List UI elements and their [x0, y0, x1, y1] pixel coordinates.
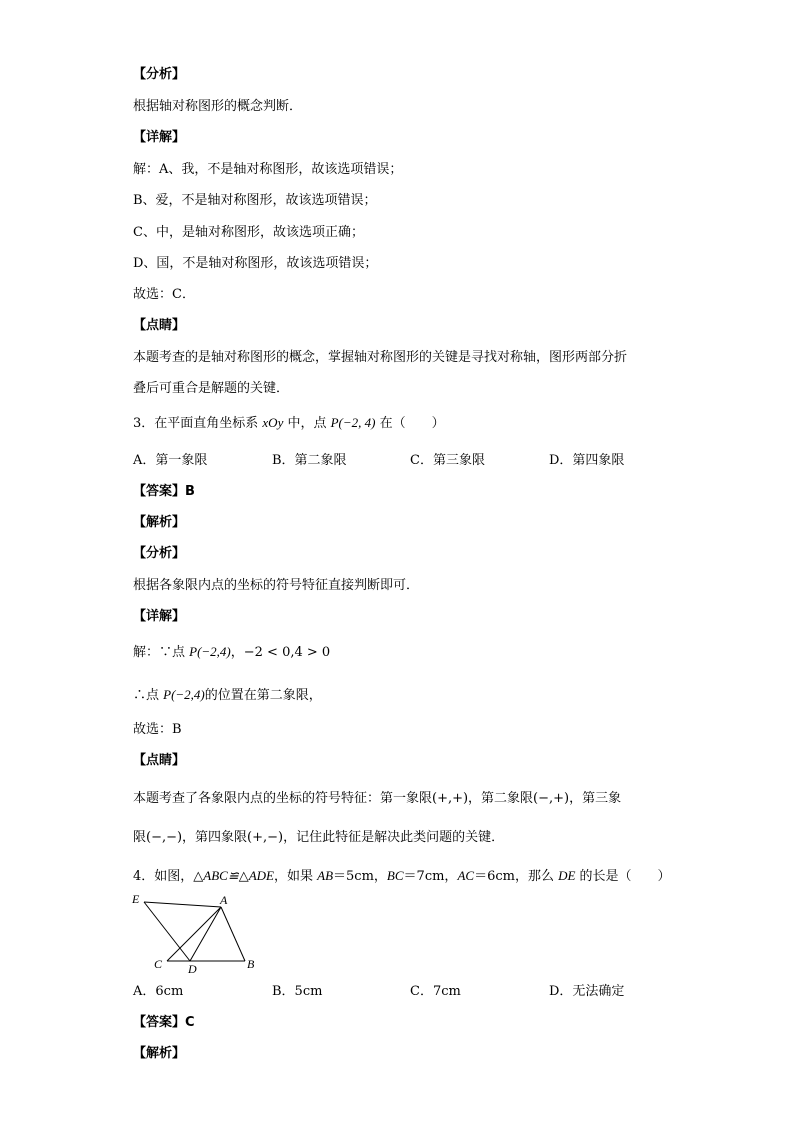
q3-solution-heading: 【解析】: [133, 515, 186, 530]
q4-segment: DE: [558, 868, 576, 883]
q3-detail-point: P(−2,4): [163, 687, 205, 702]
q3-answer: 【答案】B: [133, 484, 195, 499]
q4-congruence: △ABC≌△ADE: [193, 868, 274, 883]
label-c: C: [154, 957, 163, 971]
q4-figure: [128, 890, 268, 976]
q2-analysis-text: 根据轴对称图形的概念判断．: [133, 99, 303, 114]
label-d: D: [188, 962, 197, 976]
q3-coord-system: xOy: [262, 415, 284, 430]
q3-detail-text: 解：∵点: [133, 645, 190, 660]
segment-ab: [221, 907, 245, 961]
segment-ac: [167, 907, 221, 961]
q3-analysis-text: 根据各象限内点的坐标的符号特征直接判断即可．: [133, 578, 420, 593]
q3-stem-text: 在（ ）: [375, 416, 445, 431]
q3-detail-line-1: [133, 643, 330, 662]
segment-ed: [144, 902, 190, 961]
q3-stem: [133, 414, 445, 433]
q3-stem-text: 3．在平面直角坐标系: [133, 416, 263, 431]
q4-option-c: C．7cm: [410, 984, 461, 999]
q2-detail-line: 解：A、我，不是轴对称图形，故该选项错误；: [133, 162, 403, 177]
q4-segment: BC: [386, 868, 404, 883]
q2-detail-line: 故选：C．: [133, 287, 195, 302]
q3-option-b: B．第二象限: [272, 453, 347, 468]
segment-ea: [144, 902, 221, 907]
q3-comment-heading: 【点睛】: [133, 753, 186, 768]
q3-analysis-heading: 【分析】: [133, 546, 186, 561]
q2-detail-line: B、爱，不是轴对称图形，故该选项错误；: [133, 193, 377, 208]
q4-stem: [133, 867, 671, 886]
q3-detail-heading: 【详解】: [133, 609, 186, 624]
q2-comment-heading: 【点睛】: [133, 318, 186, 333]
q4-segment: AB: [317, 868, 334, 883]
q3-detail-text: ∴点: [133, 688, 164, 703]
q3-option-d: D．第四象限: [549, 453, 625, 468]
q4-stem-text: ，如果: [274, 869, 318, 884]
q3-comment-line: 限(−,−)，第四象限(+,−)，记住此特征是解决此类问题的关键．: [133, 830, 505, 845]
q4-stem-text: ＝6cm，那么: [474, 869, 559, 884]
q3-detail-text: ，−2 < 0,4 > 0: [230, 645, 331, 660]
q3-detail-line-2: [133, 686, 322, 705]
q4-solution-heading: 【解析】: [133, 1046, 186, 1061]
q3-point: P(−2, 4): [330, 415, 376, 430]
q3-detail-text: 的位置在第二象限，: [204, 688, 322, 703]
q3-option-c: C．第三象限: [410, 453, 485, 468]
q4-stem-text: ＝5cm，: [333, 869, 387, 884]
q4-option-b: B．5cm: [272, 984, 323, 999]
q2-comment-line: 本题考查的是轴对称图形的概念，掌握轴对称图形的关键是寻找对称轴，图形两部分折: [133, 350, 628, 365]
q4-option-a: A．6cm: [133, 984, 184, 999]
q4-stem-text: 的长是（ ）: [575, 869, 671, 884]
q3-detail-point: P(−2,4): [189, 644, 231, 659]
q4-option-d: D．无法确定: [549, 984, 625, 999]
label-b: B: [247, 957, 255, 971]
q2-detail-line: C、中，是轴对称图形，故该选项正确；: [133, 225, 364, 240]
q2-detail-line: D、国，不是轴对称图形，故该选项错误；: [133, 256, 378, 271]
q2-detail-heading: 【详解】: [133, 130, 186, 145]
q4-answer: 【答案】C: [133, 1015, 195, 1030]
q3-detail-line-3: 故选：B: [133, 722, 182, 737]
label-e: E: [132, 892, 140, 906]
q2-comment-line: 叠后可重合是解题的关键．: [133, 381, 290, 396]
q4-segment: AC: [457, 868, 475, 883]
q3-comment-line: 本题考查了各象限内点的坐标的符号特征：第一象限(+,+)，第二象限(−,+)，第三象: [133, 791, 622, 806]
label-a: A: [220, 893, 228, 907]
q4-stem-text: 4．如图，: [133, 869, 194, 884]
q4-stem-text: ＝7cm，: [403, 869, 458, 884]
q3-stem-text: 中，点: [283, 416, 331, 431]
q3-option-a: A．第一象限: [133, 453, 208, 468]
q2-analysis-heading: 【分析】: [133, 67, 186, 82]
